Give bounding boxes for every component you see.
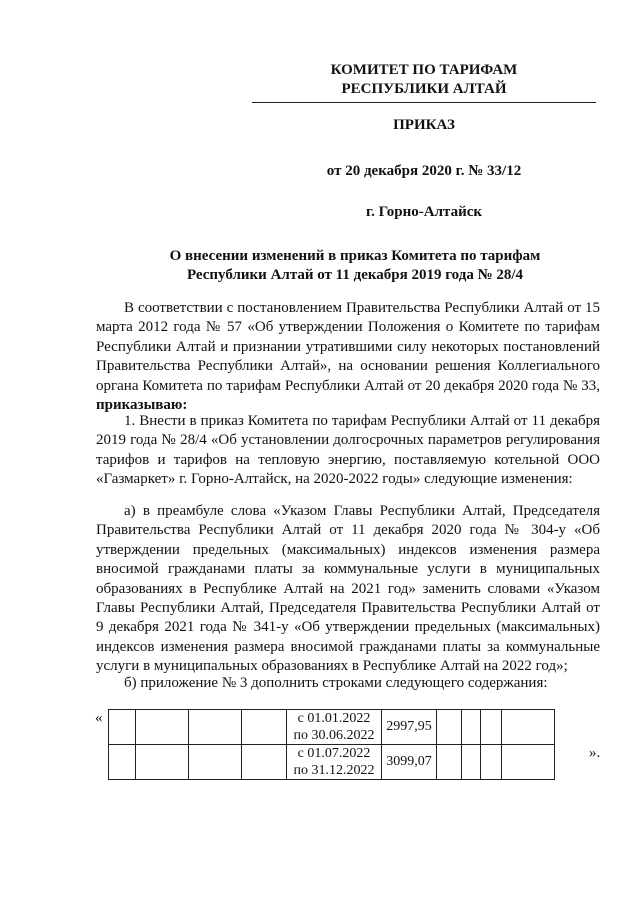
subject-line-2: Республики Алтай от 11 декабря 2019 года № 28/4 xyxy=(186,267,524,283)
header-republic: РЕСПУБЛИКИ АЛТАЙ xyxy=(341,81,507,97)
table-quote-open: « xyxy=(95,710,103,726)
tariff-table xyxy=(108,709,555,780)
document-date-number: от 20 декабря 2020 г. № 33/12 xyxy=(326,163,522,179)
period-to: по 30.06.2022 xyxy=(293,728,375,743)
paragraph-preamble xyxy=(96,299,600,415)
period-cell xyxy=(287,710,382,745)
period-from: с 01.07.2022 xyxy=(297,746,371,761)
document-subject xyxy=(120,247,590,285)
tariff-value: 2997,95 xyxy=(382,710,437,745)
document-type: ПРИКАЗ xyxy=(393,117,455,133)
period-from: с 01.01.2022 xyxy=(297,711,371,726)
tariff-value: 3099,07 xyxy=(382,745,437,780)
table-row xyxy=(109,745,555,780)
paragraph-item-1: 1. Внести в приказ Комитета по тарифам Республики Алтай от 11 декабря 2019 года № 28/4 «Об установлении долгосрочных параметров регулирования тарифов и тарифов на тепловую энергию, поставляемую котельной ООО «Газмаркет» г. Горно-Алтайск, на 2020-2022 годы» следующие изменения: xyxy=(96,413,600,488)
table-row xyxy=(109,710,555,745)
document-city: г. Горно-Алтайск xyxy=(365,204,483,220)
period-cell xyxy=(287,745,382,780)
header-divider xyxy=(252,102,596,103)
table-quote-close: ». xyxy=(589,745,601,761)
paragraph-item-a: а) в преамбуле слова «Указом Главы Республики Алтай, Председателя Правительства Республики Алтай от 11 декабря 2020 года № 304-у «Об утверждении предельных (максимальных) индексов изменения размера вносимой гражданами платы за коммунальные услуги в муниципальных образованиях в Республике Алтай на 2021 год» заменить словами «Указом Главы Республики Алтай, Председателя Правительства Республики Алтай от 9 декабря 2021 года № 341-у «Об утверждении предельных (максимальных) индексов изменения размера вносимой гражданами платы за коммунальные услуги в муниципальных образованиях в Республике Алтай на 2022 год»; xyxy=(96,503,600,675)
preamble-text: В соответствии с постановлением Правительства Республики Алтай от 15 марта 2012 года № 57 «Об утверждении Положения о Комитете по тарифам Республики Алтай и признании утратившими силу некоторых постановлений Правительства Республики Алтай», на основании решения Коллегиального органа Комитета по тарифам Республики Алтай от 20 декабря 2020 года № 33, xyxy=(96,300,600,394)
subject-line-1: О внесении изменений в приказ Комитета по тарифам xyxy=(169,248,541,264)
order-word: приказываю: xyxy=(96,397,188,414)
paragraph-item-b: б) приложение № 3 дополнить строками следующего содержания: xyxy=(124,675,548,691)
period-to: по 31.12.2022 xyxy=(293,763,375,778)
header-committee: КОМИТЕТ ПО ТАРИФАМ xyxy=(330,62,518,78)
